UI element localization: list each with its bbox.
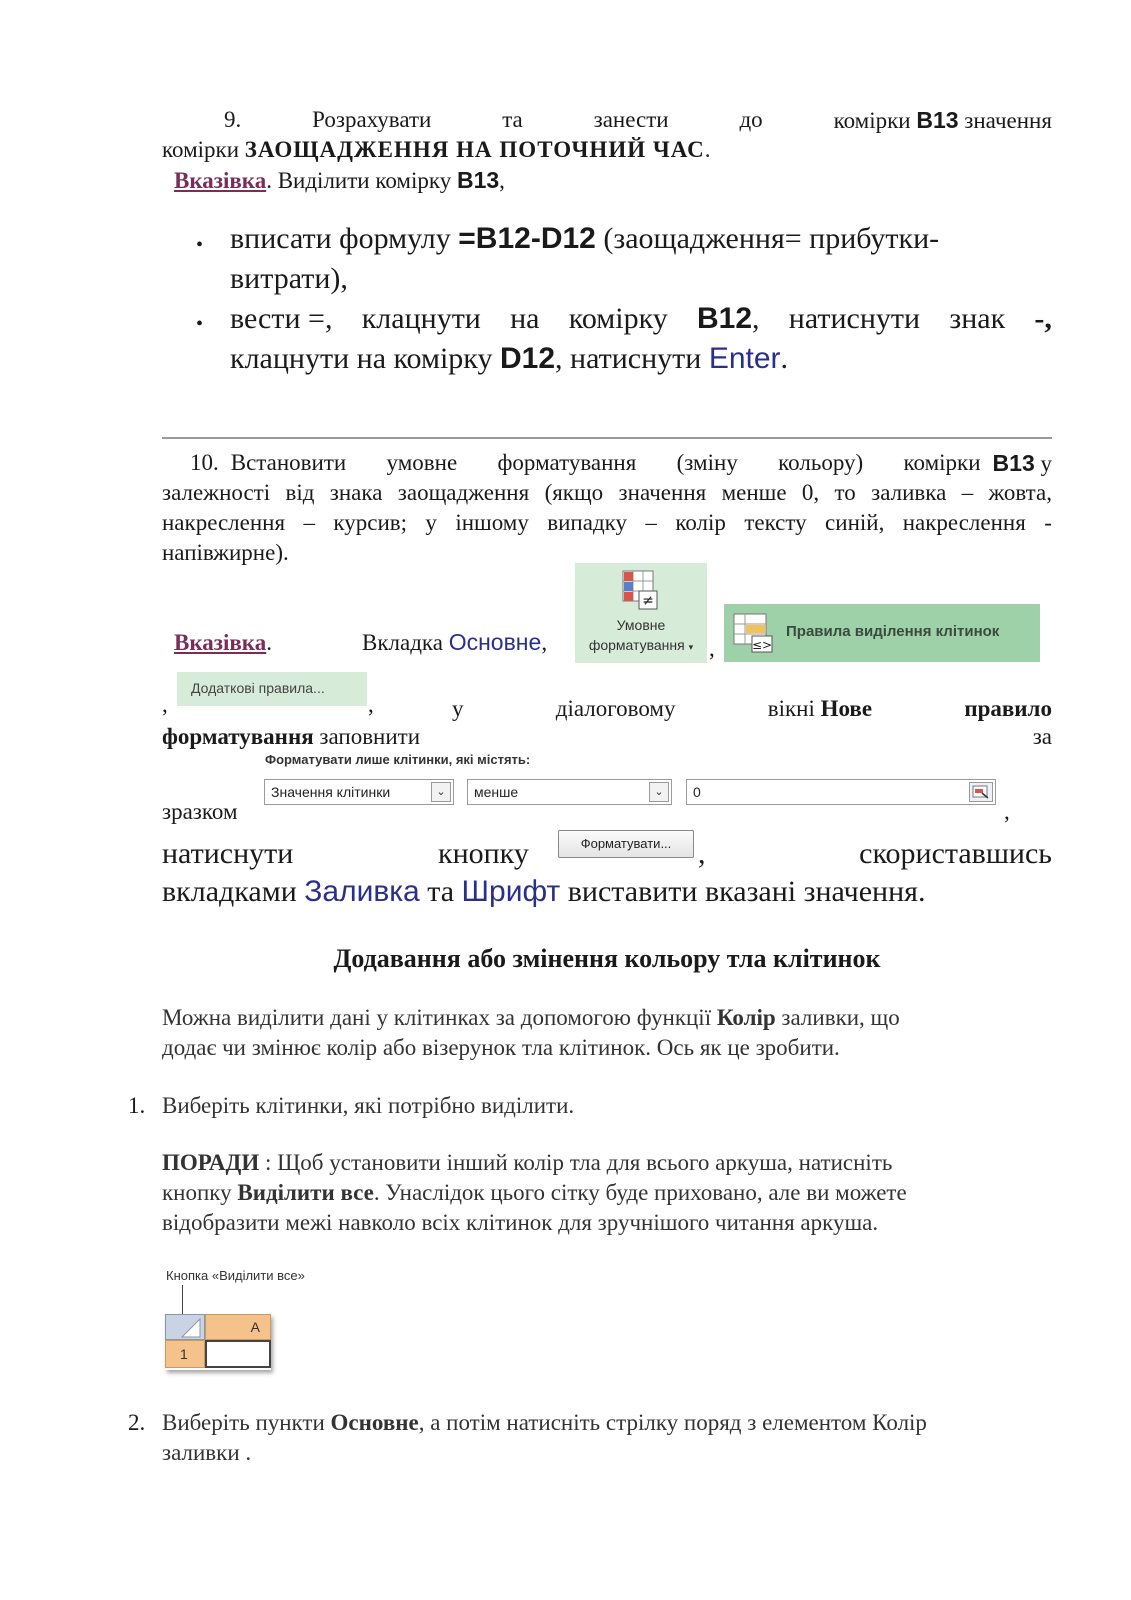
highlight-rules-icon (732, 612, 774, 654)
word: синій, (825, 510, 885, 535)
word: (якщо (544, 480, 604, 505)
word: жовта, (988, 480, 1052, 505)
tips-line2: кнопку Виділити все. Унаслідок цього сітку буде приховано, але ви можете (162, 1180, 907, 1205)
item9-hint-line: Вказівка. Виділити комірку B13, (174, 167, 505, 193)
word: у (425, 510, 437, 535)
word: від (285, 480, 315, 505)
bullet2-line2: клацнути на комірку D12, натиснути Enter. (230, 342, 789, 375)
comma: , (162, 692, 168, 717)
tips-line3: відобразити межі навколо всіх клітинок для зручнішого читання аркуша. (162, 1210, 879, 1235)
value-input[interactable]: 0 (686, 779, 996, 805)
select-all-figure (165, 1314, 271, 1370)
item10-hint-line: Вказівка. (174, 630, 272, 655)
bullet2-line1: вести =, клацнути на комірку B12, натиснути знак -, (230, 302, 1052, 335)
item9-line2: комірки ЗАОЩАДЖЕННЯ НА ПОТОЧНИЙ ЧАС. (162, 137, 711, 162)
svg-text:≤>: ≤> (751, 638, 773, 652)
format-button[interactable]: Форматувати... (558, 830, 694, 858)
word: накреслення (902, 510, 1026, 535)
word: умовне (386, 450, 458, 475)
word: – (303, 510, 315, 535)
word: курсив; (333, 510, 408, 535)
word: менше (721, 480, 787, 505)
comma: , (368, 692, 374, 717)
svg-text:≠: ≠ (642, 593, 654, 609)
divider (162, 437, 1052, 439)
word: – (961, 480, 974, 505)
step2-text-line2: заливки . (162, 1440, 252, 1465)
word: колір (675, 510, 726, 535)
section-heading: Додавання або змінення кольору тла клітинок (333, 944, 881, 973)
tips-line1: ПОРАДИ : Щоб установити інший колір тла для всього аркуша, натисніть (162, 1150, 893, 1175)
item10-line6: у діалоговому вікні Нове правило (452, 696, 1052, 721)
item10-line8: зразком (162, 799, 238, 824)
item10-line7: форматування заповнити за (162, 724, 1052, 749)
bullet1-line1: вписати формулу =B12-D12 (заощадження= прибутки- (230, 222, 940, 255)
conditional-formatting-button[interactable] (575, 563, 707, 663)
step-number: 1. (128, 1093, 146, 1118)
select-all-button[interactable] (165, 1314, 205, 1340)
word: кнопку (438, 837, 529, 870)
word: Розрахувати (312, 107, 432, 132)
item10-line4: напівжирне). (162, 540, 289, 565)
chevron-down-icon: ⌄ (649, 782, 669, 802)
word: форматування (497, 450, 637, 475)
item10-line10: вкладками Заливка та Шрифт виставити вказані значення. (162, 875, 926, 908)
word: знака (329, 480, 383, 505)
word: комірки (903, 450, 981, 475)
item10-line3 (162, 508, 1052, 538)
tab-label: Вкладка Основне, (362, 629, 548, 655)
word: та (502, 107, 523, 132)
word: комірки B13 значення (833, 107, 1052, 133)
dropdown-arrow-icon: ▾ (688, 642, 694, 652)
step1-text: Виберіть клітинки, які потрібно виділити. (162, 1093, 575, 1118)
word: Встановити (230, 450, 347, 475)
cell-a1[interactable] (205, 1340, 271, 1368)
dialog-caption: Форматувати лише клітинки, які містять: (265, 752, 531, 767)
select-all-triangle-icon (166, 1315, 204, 1339)
highlight-cells-rules-button[interactable] (724, 604, 1040, 662)
word: до (739, 107, 763, 132)
word: (зміну (676, 450, 738, 475)
word: випадку (547, 510, 628, 535)
comma: , (709, 636, 715, 661)
para-line: додає чи змінює колір або візерунок тла клітинок. Ось як це зробити. (162, 1035, 840, 1060)
additional-rules-menu-item[interactable]: Додаткові правила... (177, 672, 367, 706)
comma: , (1004, 799, 1010, 824)
rules-btn-label: Правила виділення клітинок (786, 623, 1000, 640)
word: – (645, 510, 657, 535)
bullet1-line2: витрати), (230, 262, 348, 295)
cond-btn-line2: форматування ▾ (588, 637, 694, 653)
word: - (1044, 510, 1052, 535)
item-number: 9. (224, 107, 242, 132)
bullet-icon: • (196, 234, 204, 256)
word: кольору) (778, 450, 864, 475)
figure-caption: Кнопка «Виділити все» (166, 1268, 305, 1283)
item10-line2 (162, 478, 1052, 508)
cond-btn-line1: Умовне (616, 617, 666, 633)
row-header[interactable]: 1 (165, 1340, 205, 1368)
hint-link[interactable]: Вказівка (174, 630, 267, 655)
word: заощадження (397, 480, 530, 505)
word: то (834, 480, 856, 505)
step2-text: Виберіть пункти Основне, а потім натисніть стрілку поряд з елементом Колір (162, 1410, 927, 1435)
comma: , (698, 837, 706, 870)
word: накреслення (162, 510, 286, 535)
item10-line1: 10. Встановити умовне форматування (зміну кольору) комірки B13 у (162, 448, 1052, 479)
para-line: Можна виділити дані у клітинках за допомогою функції Колір заливки, що (162, 1005, 900, 1030)
word: скориставшись (859, 837, 1052, 870)
word: занести (593, 107, 669, 132)
word: значення (618, 480, 707, 505)
conditional-formatting-icon (621, 569, 661, 613)
chevron-down-icon: ⌄ (431, 782, 451, 802)
item10-line9: натиснути (162, 837, 294, 870)
word: залежності (162, 480, 271, 505)
hint-link[interactable]: Вказівка (174, 168, 267, 193)
word: заливка (871, 480, 947, 505)
column-header[interactable]: A (205, 1314, 271, 1340)
word: іншому (455, 510, 529, 535)
word: тексту (744, 510, 807, 535)
item9-line1 (162, 105, 1052, 136)
operator-select[interactable]: менше ⌄ (467, 779, 672, 805)
condition-type-select[interactable]: Значення клітинки ⌄ (264, 779, 454, 805)
word: 0, (801, 480, 820, 505)
step-number: 2. (128, 1410, 146, 1435)
bullet-icon: • (196, 313, 204, 335)
